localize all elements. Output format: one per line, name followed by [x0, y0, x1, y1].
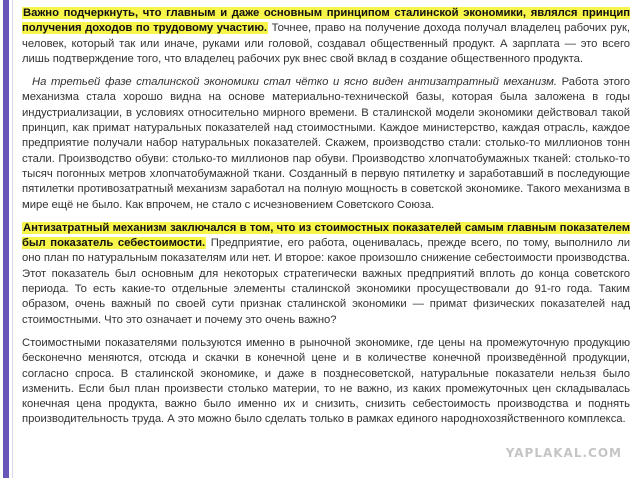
paragraph-text: Предприятие, его работа, оценивалась, прежде всего, по тому, выполнило ли оно план по натуральным показателям или нет. И второе: какое произошло снижение себестоимости производства. Этот показатель был основным для некоторых стратегически важных предприятий вплоть до конца советского периода. То есть какие-то отдельные элементы сталинской экономики просуществовали до 91-го года. Таким образом, очень важный по своей сути признак сталинской экономики — примат физических показателей над стоимостными. Что это означает и почему это очень важно?: [22, 237, 630, 326]
paragraph-2: [22, 75, 630, 213]
paragraph-1: [22, 6, 630, 67]
quote-accent-line: [12, 0, 13, 478]
highlighted-text: Антизатратный механизм заключался в том, что из стоимостных показателей самым главным показателем был показатель себестоимости.: [22, 221, 630, 250]
paragraph-4: [22, 336, 630, 428]
paragraph-text: Точнее, право на получение дохода получал владелец рабочих рук, человек, который так или иначе, руками или головой, создавал общественный продукт. А зарплата — это всего лишь подтверждение того, что владелец рабочих рук внес свой вклад в создание общественного продукта.: [22, 22, 630, 65]
paragraph-text: Работа этого механизма стала хорошо видна на основе материально-технической базы, которая была заложена в годы индустриализации, в условиях относительно мирного времени. В сталинской модели экономики действовал такой принцип, как примат натуральных показателей над стоимостными. Каждое министерство, каждая отрасль, каждое предприятие получали набор натуральных показателей. Скажем, производство стали: столько-то миллионов тонн стали. Производство обуви: столько-то миллионов пар обуви. Производство хлопчатобумажных тканей: столько-то тысяч погонных метров хлопчатобумажной ткани. Созданный в первую пятилетку и заработавший в последующие пятилетки противозатратный механизм заработал на полную мощность в советской экономике. Такого механизма в мире ещё не было. Как впрочем, не стало с исчезновением Советского Союза.: [22, 76, 631, 211]
highlighted-text: Важно подчеркнуть, что главным и даже основным принципом сталинской экономики, являлся принцип получения доходов по трудовому участию.: [22, 7, 630, 35]
italic-lead-text: На третьей фазе сталинской экономики стал чётко и ясно виден антизатратный механизм.: [32, 76, 557, 89]
paragraph-3: [22, 221, 630, 328]
paragraph-text: Стоимостными показателями пользуются именно в рыночной экономике, где цены на промежуточную продукцию бесконечно меняются, отсюда и скачки в конечной цене и в количестве конечной произведённой продукции, согласно спроса. В сталинской экономике, и даже в позднесоветской, натуральные показатели нельзя было изменить. Если был план произвести столько материи, то не важно, из каких промежуточных цен складывалась конечная цена продукта, важно было именно их и снизить, снизить себестоимость производства и поднять производительность труда. А это можно было сделать только в рамках единого народнохозяйственного комплекса.: [22, 336, 630, 426]
site-watermark: YAPLAKAL.COM: [505, 446, 622, 460]
quote-accent-bar: [3, 0, 9, 478]
